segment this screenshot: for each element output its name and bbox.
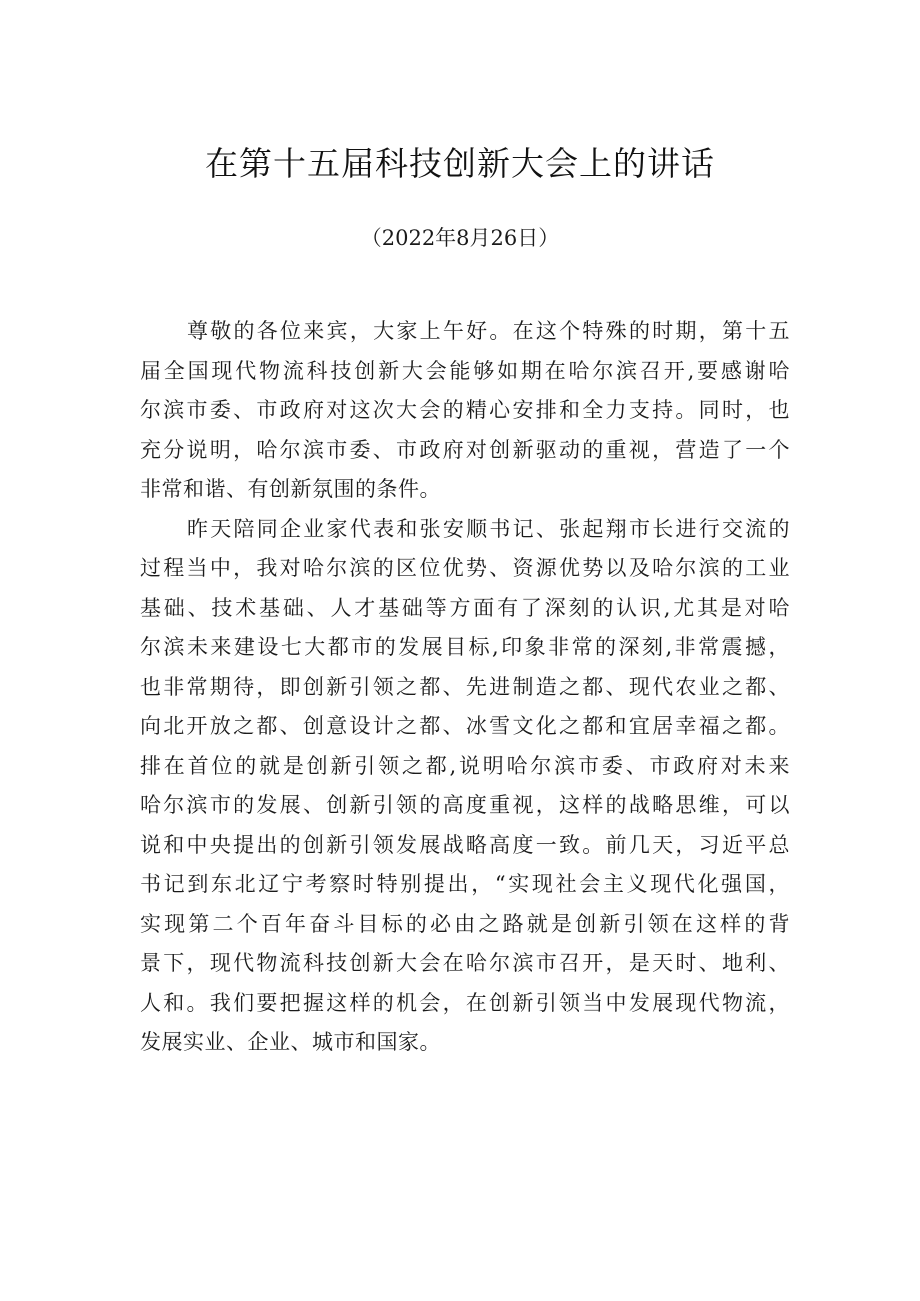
document-date: （2022年8月26日） xyxy=(360,226,560,250)
paragraph-2-line-5: 也非常期待，即创新引领之都、先进制造之都、现代农业之都、 xyxy=(140,674,790,699)
paragraph-1-line-2: 届全国现代物流科技创新大会能够如期在哈尔滨召开,要感谢哈 xyxy=(140,358,790,383)
paragraph-2-line-13: 人和。我们要把握这样的机会，在创新引领当中发展现代物流， xyxy=(140,990,790,1015)
paragraph-1-line-1: 尊敬的各位来宾，大家上午好。在这个特殊的时期，第十五 xyxy=(187,319,790,343)
document-body xyxy=(140,312,790,1063)
paragraph-2-line-12: 景下，现代物流科技创新大会在哈尔滨市召开，是天时、地利、 xyxy=(140,951,790,975)
paragraph-2-line-1: 昨天陪同企业家代表和张安顺书记、张起翔市长进行交流的 xyxy=(187,516,790,541)
paragraph-2-line-7: 排在首位的就是创新引领之都,说明哈尔滨市委、市政府对未来 xyxy=(140,753,790,778)
paragraph-2-line-3: 基础、技术基础、人才基础等方面有了深刻的认识,尤其是对哈 xyxy=(140,595,790,620)
paragraph-2-line-9: 说和中央提出的创新引领发展战略高度一致。前几天，习近平总 xyxy=(140,832,790,857)
paragraph-2-line-2: 过程当中，我对哈尔滨的区位优势、资源优势以及哈尔滨的工业 xyxy=(140,556,790,580)
paragraph-2-line-4: 尔滨未来建设七大都市的发展目标,印象非常的深刻,非常震撼， xyxy=(140,635,790,659)
paragraph-1-line-5: 非常和谐、有创新氛围的条件。 xyxy=(140,477,441,501)
paragraph-2-line-14: 发展实业、企业、城市和国家。 xyxy=(140,1030,441,1054)
paragraph-1-line-4: 充分说明，哈尔滨市委、市政府对创新驱动的重视，营造了一个 xyxy=(140,437,790,462)
paragraph-2-line-6: 向北开放之都、创意设计之都、冰雪文化之都和宜居幸福之都。 xyxy=(140,714,790,738)
paragraph-2-line-8: 哈尔滨市的发展、创新引领的高度重视，这样的战略思维，可以 xyxy=(140,793,790,817)
paragraph-1-line-3: 尔滨市委、市政府对这次大会的精心安排和全力支持。同时，也 xyxy=(140,398,790,422)
document-title: 在第十五届科技创新大会上的讲话 xyxy=(205,144,715,183)
paragraph-2-line-11: 实现第二个百年奋斗目标的必由之路就是创新引领在这样的背 xyxy=(140,911,790,936)
paragraph-2-line-10: 书记到东北辽宁考察时特别提出，“实现社会主义现代化强国， xyxy=(140,872,790,896)
